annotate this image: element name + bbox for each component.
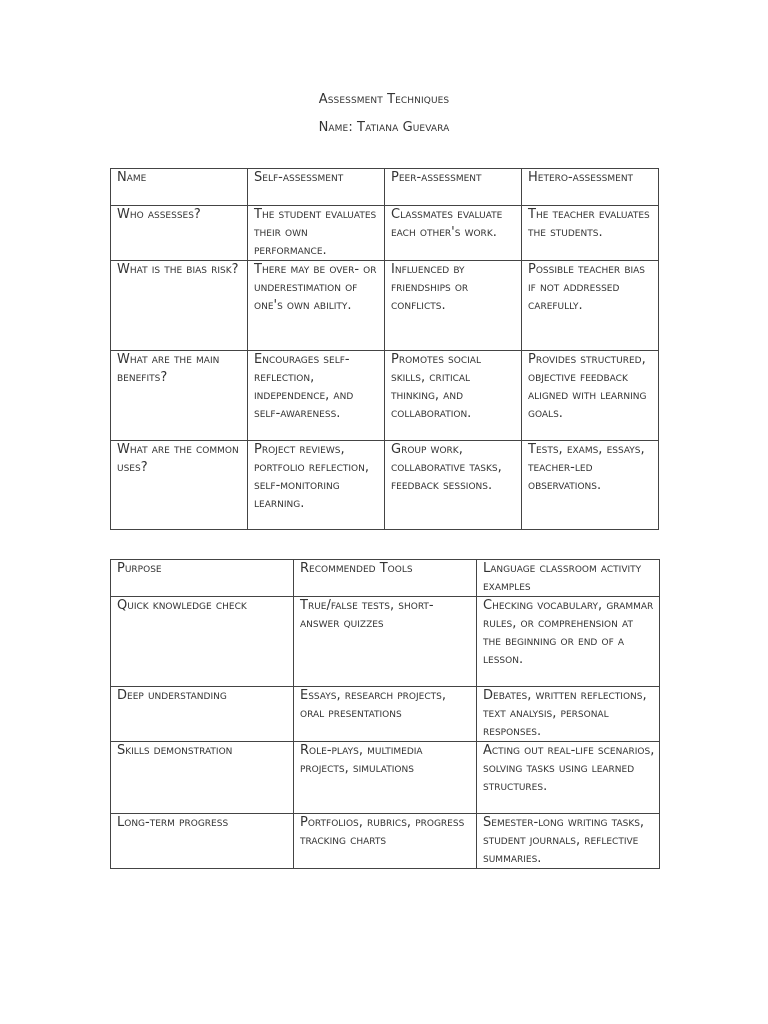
- header-cell: Name: [111, 169, 248, 206]
- header-cell: Recommended Tools: [294, 560, 477, 597]
- table-cell: Project reviews, portfolio reflection, self-monitoring learning.: [248, 441, 385, 530]
- document-title: Assessment Techniques: [318, 92, 450, 107]
- table-cell: Tests, exams, essays, teacher-led observations.: [522, 441, 659, 530]
- header-cell: Language classroom activity examples: [477, 560, 660, 597]
- table-row: [111, 441, 659, 530]
- row-label-cell: Who assesses?: [111, 206, 248, 261]
- header-cell: Self-assessment: [248, 169, 385, 206]
- table-row: [111, 814, 660, 869]
- assessment-types-table: [110, 168, 659, 530]
- table-header-row: [111, 169, 659, 206]
- header-cell: Purpose: [111, 560, 294, 597]
- student-name-line: Name: Tatiana Guevara: [318, 120, 450, 135]
- assessment-purpose-table: [110, 559, 660, 869]
- table-cell: True/false tests, short-answer quizzes: [294, 597, 477, 687]
- table-cell: Group work, collaborative tasks, feedback sessions.: [385, 441, 522, 530]
- row-label-cell: What is the bias risk?: [111, 261, 248, 351]
- table-cell: Possible teacher bias if not addressed carefully.: [522, 261, 659, 351]
- table-cell: The teacher evaluates the students.: [522, 206, 659, 261]
- table-cell: Debates, written reflections, text analysis, personal responses.: [477, 687, 660, 742]
- table-cell: Role-plays, multimedia projects, simulations: [294, 742, 477, 814]
- table-cell: There may be over- or underestimation of one's own ability.: [248, 261, 385, 351]
- table-cell: Classmates evaluate each other's work.: [385, 206, 522, 261]
- header-cell: Hetero-assessment: [522, 169, 659, 206]
- table-cell: Semester-long writing tasks, student journals, reflective summaries.: [477, 814, 660, 869]
- row-label-cell: Long-term progress: [111, 814, 294, 869]
- header-cell: Peer-assessment: [385, 169, 522, 206]
- table-header-row: [111, 560, 660, 597]
- row-label-cell: Deep understanding: [111, 687, 294, 742]
- table-cell: Essays, research projects, oral presentations: [294, 687, 477, 742]
- table-row: [111, 351, 659, 441]
- table-row: [111, 742, 660, 814]
- table-cell: The student evaluates their own performance.: [248, 206, 385, 261]
- table-row: [111, 206, 659, 261]
- table-cell: Provides structured, objective feedback aligned with learning goals.: [522, 351, 659, 441]
- table-cell: Acting out real-life scenarios, solving tasks using learned structures.: [477, 742, 660, 814]
- table-cell: Influenced by friendships or conflicts.: [385, 261, 522, 351]
- table-row: [111, 261, 659, 351]
- table-cell: Portfolios, rubrics, progress tracking charts: [294, 814, 477, 869]
- row-label-cell: What are the main benefits?: [111, 351, 248, 441]
- table-row: [111, 597, 660, 687]
- table-cell: Encourages self-reflection, independence, and self-awareness.: [248, 351, 385, 441]
- table-cell: Promotes social skills, critical thinking, and collaboration.: [385, 351, 522, 441]
- row-label-cell: Skills demonstration: [111, 742, 294, 814]
- table-cell: Checking vocabulary, grammar rules, or comprehension at the beginning or end of a lesson.: [477, 597, 660, 687]
- table-row: [111, 687, 660, 742]
- row-label-cell: Quick knowledge check: [111, 597, 294, 687]
- row-label-cell: What are the common uses?: [111, 441, 248, 530]
